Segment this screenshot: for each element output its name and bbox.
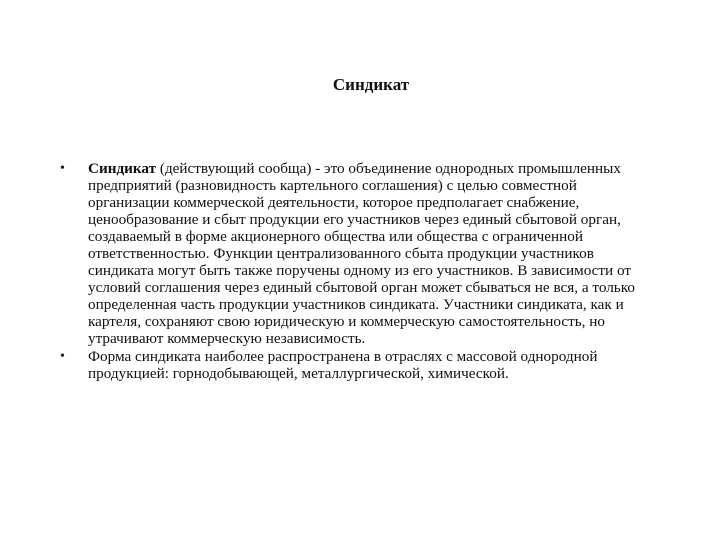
bullet-item-2 [60, 348, 660, 382]
bullet-icon: • [60, 349, 65, 364]
slide-title: Синдикат [332, 75, 410, 94]
term-highlight: Синдикат [88, 160, 157, 177]
bullet-text: Форма синдиката наиболее распространена в отраслях с массовой однородной продукцией: горнодобывающей, металлургической, химической. [88, 348, 598, 382]
bullet-list [60, 160, 660, 383]
bullet-text: (действующий сообща) - это объединение однородных промышленных предприятий (разновидность картельного соглашения) с целью совместной организации коммерческой деятельности, которое предполагает снабжение, ценообразование и сбыт продукции его участников через единый сбытовой орган, создаваемый в форме акционерного общества или общества с ограниченной ответственностью. Функции централизованного сбыта продукции участников синдиката могут быть также поручены одному из его участников. В зависимости от условий соглашения через единый сбытовой орган может сбываться не вся, а только определенная часть продукции участников синдиката. Участники синдиката, как и картеля, сохраняют свою юридическую и коммерческую самостоятельность, но утрачивают коммерческую независимость. [88, 160, 635, 347]
bullet-icon: • [60, 161, 65, 176]
bullet-item-1 [60, 160, 660, 347]
